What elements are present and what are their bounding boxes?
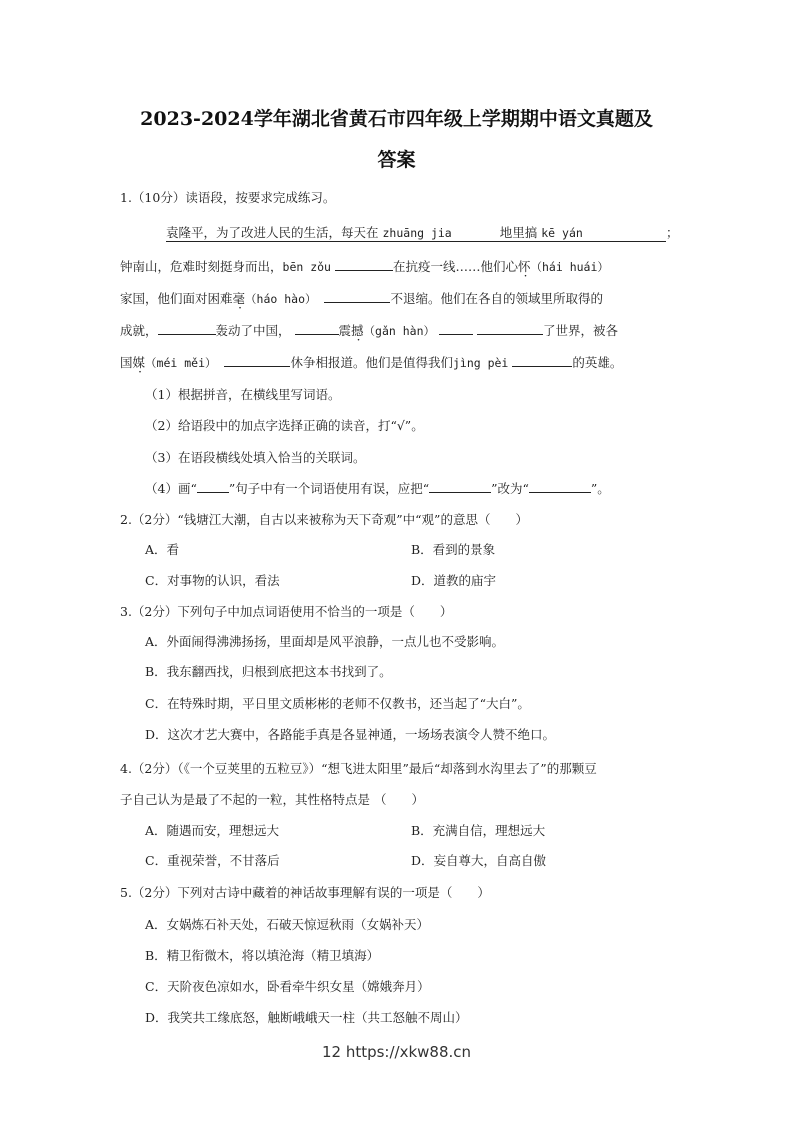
q3-stem: 3.（2分）下列句子中加点词语使用不恰当的一项是（ ） <box>120 604 453 619</box>
q1-sub2: （2）给语段中的加点字选择正确的读音，打“√”。 <box>145 418 424 433</box>
q4-option-a[interactable]: A．随遇而安，理想远大 <box>145 823 280 838</box>
q1-para-line1 <box>166 223 679 242</box>
pinyin-choice[interactable]: （gǎn hàn） <box>363 324 436 338</box>
text: 不退缩。他们在各自的领域里所取得的 <box>390 291 603 306</box>
answer-blank[interactable] <box>224 353 290 367</box>
answer-blank[interactable] <box>477 321 543 335</box>
pinyin: bēn zǒu <box>282 260 331 274</box>
answer-blank[interactable] <box>429 479 491 493</box>
dotted-char: 撼 <box>351 323 364 338</box>
pinyin-choice[interactable]: （hái huái） <box>530 260 609 274</box>
q3-option-c[interactable]: C．在特殊时期，平日里文质彬彬的老师不仅教书，还当起了“大白”。 <box>145 696 530 711</box>
text: （4）画“ <box>145 481 197 496</box>
q2-option-d[interactable]: D．道教的庙宇 <box>411 573 497 588</box>
text: 震 <box>338 323 352 338</box>
text: 在抗疫一线……他们心 <box>392 259 518 274</box>
text: ”。 <box>590 481 610 496</box>
pinyin-choice[interactable]: （méi měi） <box>145 356 217 370</box>
q3-option-d[interactable]: D．这次才艺大赛中，各路能手真是各显神通，一场场表演令人赞不绝口。 <box>145 727 556 742</box>
answer-blank[interactable] <box>197 479 229 493</box>
text: 钟南山，危难时刻挺身而出， <box>120 259 283 274</box>
doc-title: 2023-2024学年湖北省黄石市四年级上学期期中语文真题及 <box>140 108 653 130</box>
q1-sub1: （1）根据拼音，在横线里写词语。 <box>145 387 341 402</box>
text: 休争相报道。他们是值得我们 <box>290 355 453 370</box>
q1-para-line2 <box>120 257 609 275</box>
q5-option-b[interactable]: B．精卫衔微木，将以填沧海（精卫填海） <box>145 948 380 963</box>
q4-option-d[interactable]: D．妄自尊大，自高自傲 <box>411 853 547 868</box>
dotted-char: 媒 <box>132 355 146 370</box>
text: 的英雄。 <box>572 355 623 370</box>
text: 国 <box>120 355 133 370</box>
doc-title-line2: 答案 <box>377 149 416 171</box>
pinyin-choice[interactable]: （háo hào） <box>245 292 317 306</box>
q2-stem: 2.（2分）“钱塘江大潮，自古以来被称为天下奇观”中“观”的意思（ ） <box>120 512 528 527</box>
q1-para-line4 <box>120 321 618 339</box>
text: 家国，他们面对困难 <box>120 291 233 306</box>
q3-option-b[interactable]: B．我东翻西找，归根到底把这本书找到了。 <box>145 664 392 679</box>
text: 地里搞 <box>499 225 538 240</box>
answer-blank[interactable] <box>335 257 393 271</box>
q2-option-c[interactable]: C．对事物的认识，看法 <box>145 573 280 588</box>
q4-stem-line2: 子自己认为是最了不起的一粒，其性格特点是 （ ） <box>120 792 424 807</box>
q4-stem: 4.（2分）（《一个豆荚里的五粒豆》）“想飞进太阳里”最后“却落到水沟里去了”的那颗豆 <box>120 761 597 776</box>
q1-stem: 1.（10分）读语段，按要求完成练习。 <box>120 190 336 205</box>
q1-para-line3 <box>120 289 603 307</box>
q5-option-a[interactable]: A．女娲炼石补天处，石破天惊逗秋雨（女娲补天） <box>145 917 430 932</box>
text: 了世界，被各 <box>542 323 618 338</box>
q4-option-b[interactable]: B．充满自信，理想远大 <box>411 823 546 838</box>
q5-option-c[interactable]: C．天阶夜色凉如水，卧看牵牛织女星（嫦娥奔月） <box>145 979 430 994</box>
text: ； <box>666 225 679 240</box>
answer-blank[interactable] <box>295 321 339 335</box>
pinyin: zhuāng jia <box>382 226 452 240</box>
text: 成就， <box>120 323 158 338</box>
answer-blank[interactable] <box>158 321 216 335</box>
answer-blank[interactable] <box>324 289 390 303</box>
q4-option-c[interactable]: C．重视荣誉，不甘落后 <box>145 853 280 868</box>
text: 轰动了中国， <box>215 323 291 338</box>
answer-blank[interactable] <box>512 353 572 367</box>
q1-para-line5 <box>120 353 622 371</box>
answer-blank[interactable] <box>439 321 473 335</box>
dotted-char: 怀 <box>517 259 531 274</box>
q1-sub4 <box>145 479 610 497</box>
q5-option-d[interactable]: D．我笑共工缘底怒，触断峨峨天一柱（共工怒触不周山） <box>145 1010 468 1025</box>
q2-option-b[interactable]: B．看到的景象 <box>411 542 496 557</box>
page-footer: 12 https://xkw88.cn <box>321 1043 472 1061</box>
text: ”句子中有一个词语使用有误，应把“ <box>228 481 430 496</box>
q1-sub3: （3）在语段横线处填入恰当的关联词。 <box>145 450 366 465</box>
text: 袁隆平，为了改进人民的生活，每天在 <box>166 225 379 240</box>
pinyin: jìng pèi <box>452 356 509 370</box>
dotted-char: 毫 <box>232 291 246 306</box>
pinyin: kē yán <box>541 226 583 240</box>
q5-stem: 5.（2分）下列对古诗中藏着的神话故事理解有误的一项是（ ） <box>120 885 490 900</box>
text: ”改为“ <box>491 481 529 496</box>
q2-option-a[interactable]: A．看 <box>145 542 180 557</box>
q3-option-a[interactable]: A．外面闹得沸沸扬扬，里面却是风平浪静，一点儿也不受影响。 <box>145 634 505 649</box>
answer-blank[interactable] <box>529 479 591 493</box>
